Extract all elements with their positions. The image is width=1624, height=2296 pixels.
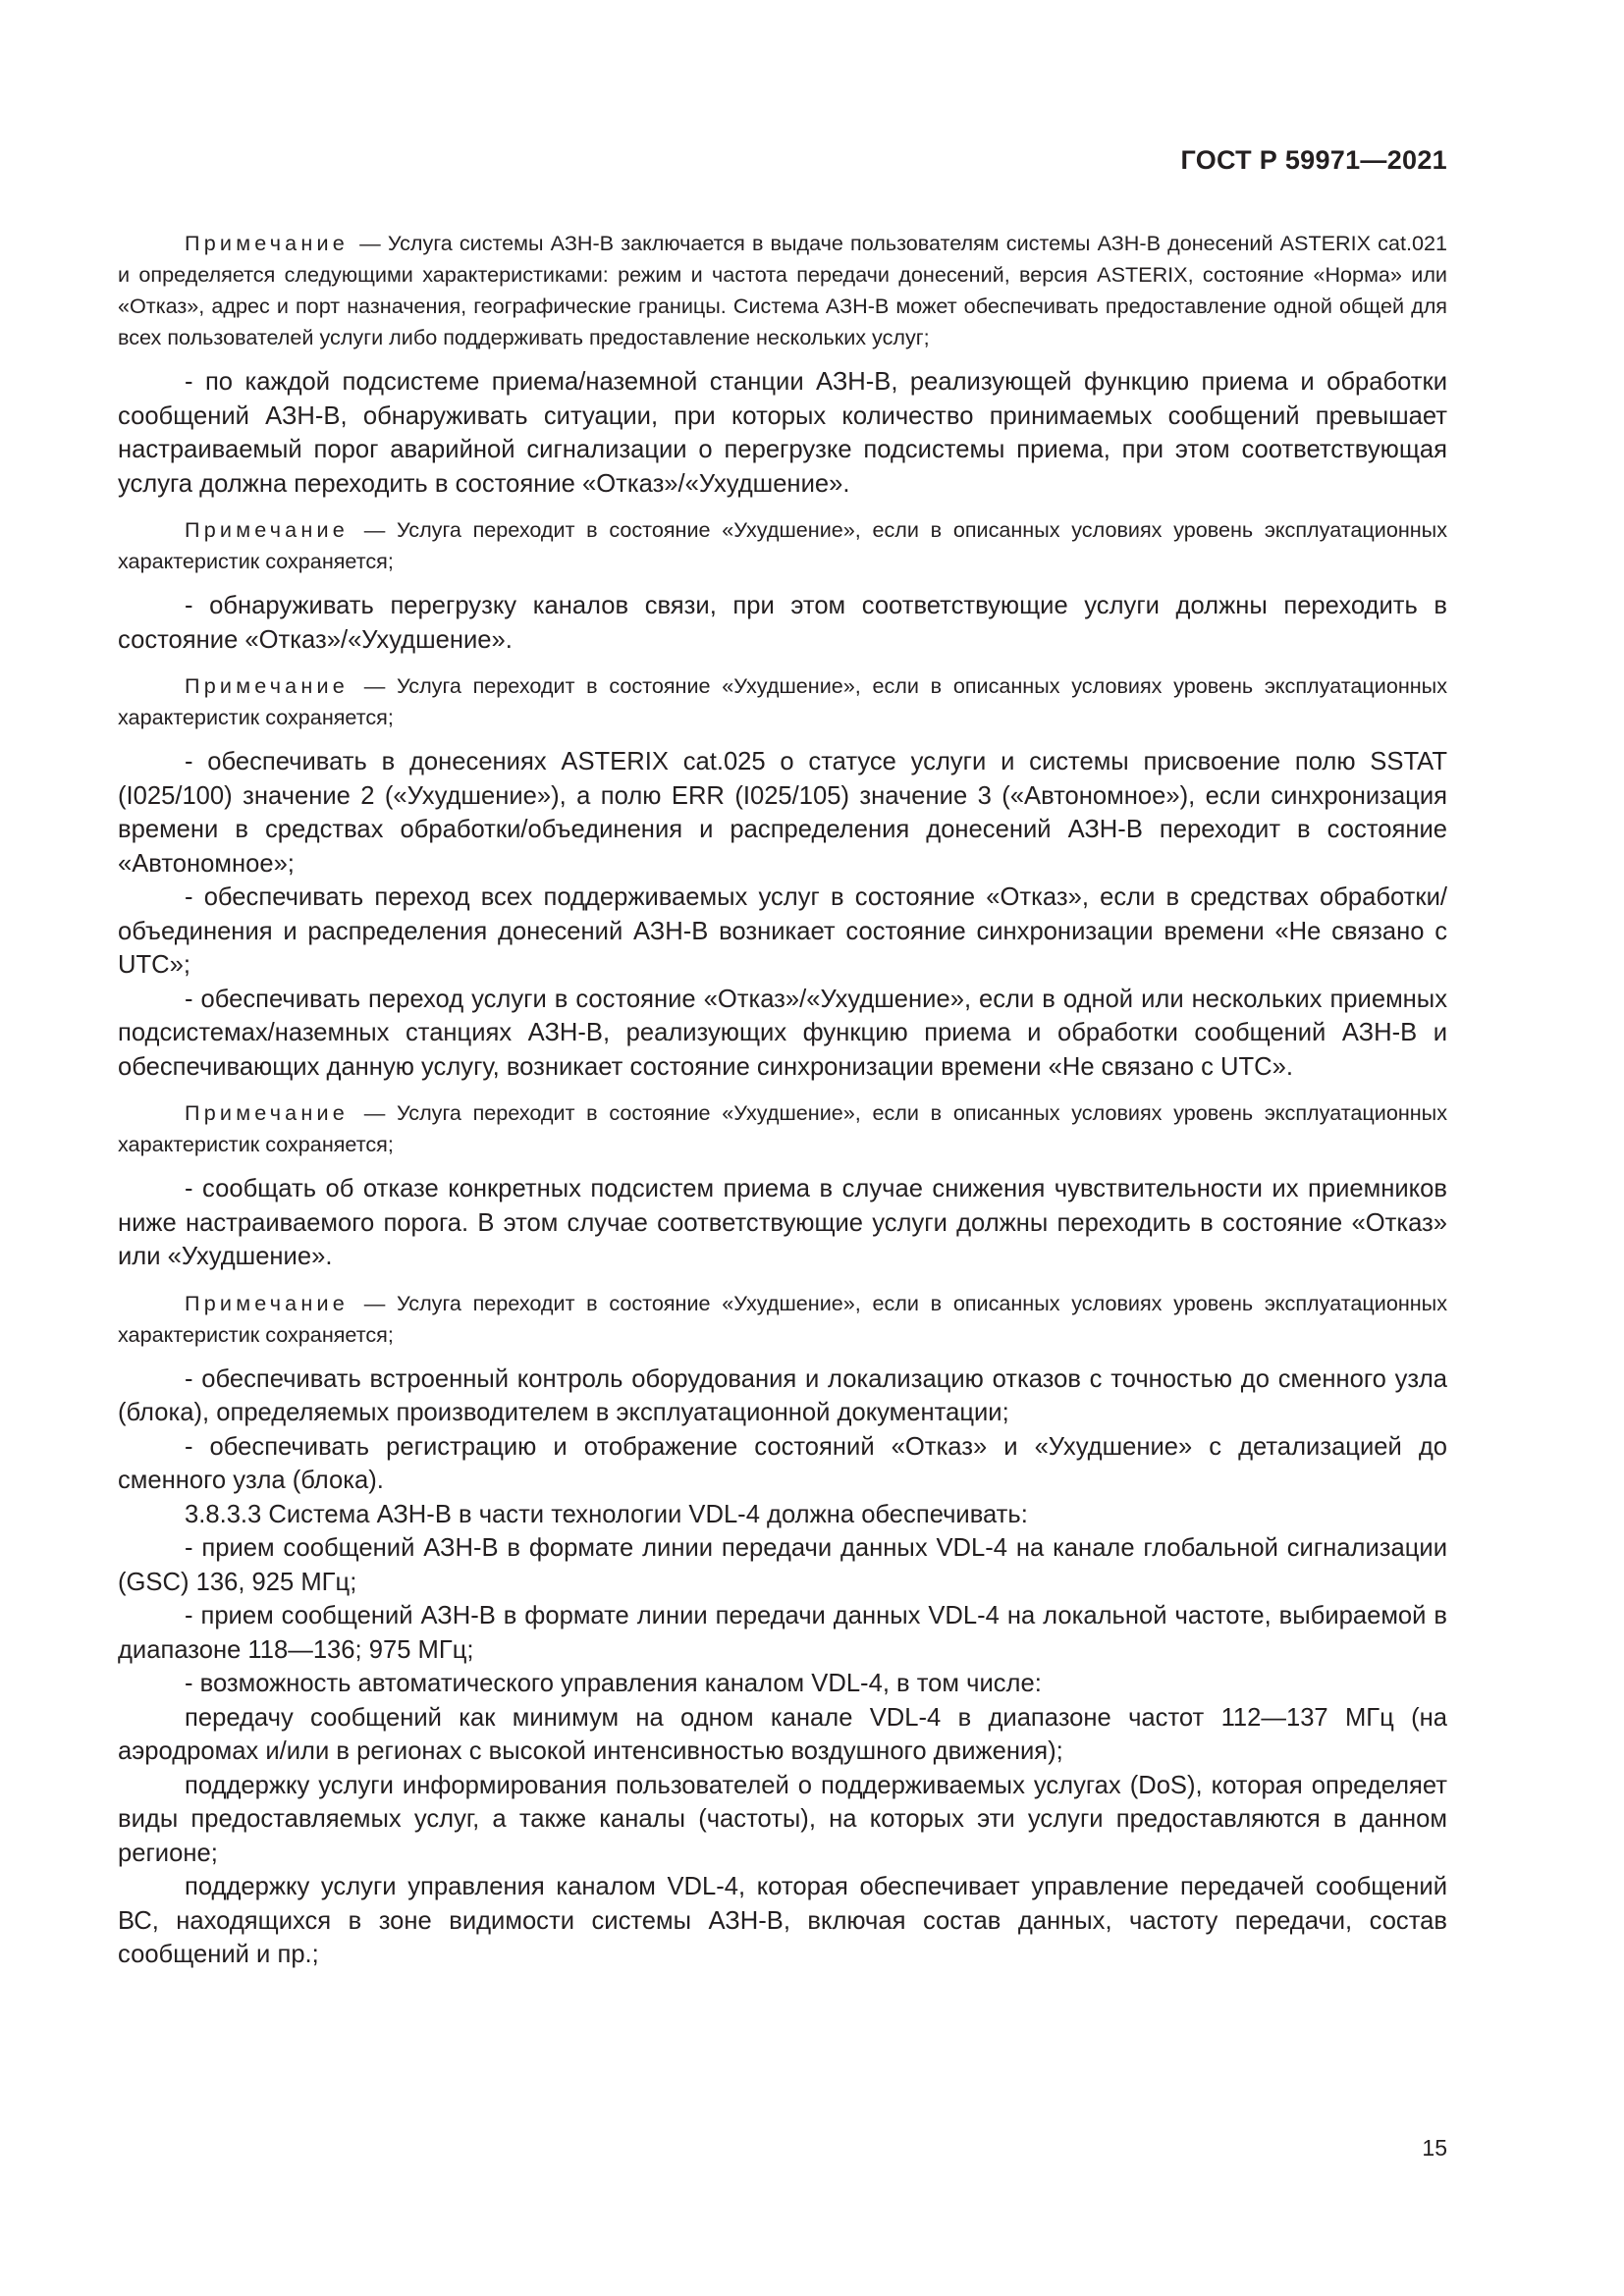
note-separator: —	[352, 517, 397, 542]
body-paragraph: - обеспечивать в донесениях ASTERIX cat.025 о статусе услуги и системы присвоение полю SSTAT (I025/100) значение 2 («Ухудшение»), а полю ERR (I025/105) значение 3 («Автономное»), если синхронизация времени в средствах обработки/объединения и распределения донесений АЗН-В переходит в состояние «Автономное»;	[118, 748, 1447, 878]
body-paragraph: - по каждой подсистеме приема/наземной станции АЗН-В, реализующей функцию приема и обработки сообщений АЗН-В, обнаруживать ситуации, при которых количество принимаемых сообщений превышает настраиваемый порог аварийной сигнализации о перегрузке подсистемы приема, при этом соответствующая услуга должна переходить в состояние «Отказ»/«Ухудшение».	[118, 368, 1447, 498]
note-text: Услуга переходит в состояние «Ухудшение», если в описанных условиях уровень эксплуатационных характеристик сохраняется;	[118, 1100, 1448, 1156]
body-paragraph: - прием сообщений АЗН-В в формате линии передачи данных VDL-4 на локальной частоте, выбираемой в диапазоне 118—136; 975 МГц;	[118, 1602, 1447, 1664]
document-code-header: ГОСТ Р 59971—2021	[1180, 145, 1447, 175]
body-paragraph: - обеспечивать встроенный контроль оборудования и локализацию отказов с точностью до сменного узла (блока), определяемых производителем в эксплуатационной документации;	[118, 1364, 1447, 1426]
note-paragraph	[118, 514, 1447, 577]
body-paragraph: - возможность автоматического управления каналом VDL-4, в том числе:	[185, 1670, 1042, 1697]
body-paragraph: поддержку услуги информирования пользователей о поддерживаемых услугах (DoS), которая определяет виды предоставляемых услуг, а также каналы (частоты), на которых эти услуги предоставляются в данном регионе;	[118, 1771, 1447, 1867]
body-paragraph: - сообщать об отказе конкретных подсистем приема в случае снижения чувствительности их приемников ниже настраиваемого порога. В этом случае соответствующие услуги должны переходить в состояние «Отказ» или «Ухудшение».	[118, 1175, 1447, 1270]
note-paragraph	[118, 228, 1447, 353]
note-separator: —	[352, 673, 397, 698]
note-label: Примечание	[185, 231, 349, 255]
note-text: Услуга переходит в состояние «Ухудшение», если в описанных условиях уровень эксплуатационных характеристик сохраняется;	[118, 517, 1448, 573]
note-label: Примечание	[185, 1100, 349, 1125]
body-paragraph: - обеспечивать регистрацию и отображение состояний «Отказ» и «Ухудшение» с детализацией до сменного узла (блока).	[118, 1432, 1447, 1494]
note-separator: —	[352, 1100, 397, 1125]
note-separator: —	[352, 231, 388, 255]
body-paragraph: передачу сообщений как минимум на одном канале VDL-4 в диапазоне частот 112—137 МГц (на аэродромах и/или в регионах с высокой интенсивностью воздушного движения);	[118, 1703, 1447, 1765]
body-paragraph: - обеспечивать переход услуги в состояние «Отказ»/«Ухудшение», если в одной или нескольких приемных подсистемах/наземных станциях АЗН-В, реализующих функцию приема и обработки сообщений АЗН-В и обеспечивающих данную услугу, возникает состояние синхронизации времени «Не связано с UTC».	[118, 985, 1447, 1081]
note-paragraph	[118, 1288, 1447, 1351]
note-text: Услуга переходит в состояние «Ухудшение», если в описанных условиях уровень эксплуатационных характеристик сохраняется;	[118, 673, 1448, 729]
section-paragraph: 3.8.3.3 Система АЗН-В в части технологии VDL-4 должна обеспечивать:	[185, 1500, 1028, 1528]
page-number: 15	[1422, 2135, 1447, 2161]
note-paragraph	[118, 1097, 1447, 1160]
body-paragraph: - обеспечивать переход всех поддерживаемых услуг в состояние «Отказ», если в средствах обработки/объединения и распределения донесений АЗН-В возникает состояние синхронизации времени «Не связано с UTC»;	[118, 883, 1447, 979]
page-content	[118, 228, 1447, 1972]
note-separator: —	[352, 1290, 397, 1315]
note-label: Примечание	[185, 517, 349, 542]
note-label: Примечание	[185, 673, 349, 698]
note-text: Услуга переходит в состояние «Ухудшение», если в описанных условиях уровень эксплуатационных характеристик сохраняется;	[118, 1290, 1448, 1347]
note-text: Услуга системы АЗН-В заключается в выдаче пользователям системы АЗН-В донесений ASTERIX cat.021 и определяется следующими характеристиками: режим и частота передачи донесений, версия ASTERIX, состояние «Норма» или «Отказ», адрес и порт назначения, географические границы. Система АЗН-В может обеспечивать предоставление одной общей для всех пользователей услуги либо поддерживать предоставление нескольких услуг;	[118, 231, 1447, 349]
body-paragraph: поддержку услуги управления каналом VDL-4, которая обеспечивает управление передачей сообщений ВС, находящихся в зоне видимости системы АЗН-В, включая состав данных, частоту передачи, состав сообщений и пр.;	[118, 1873, 1447, 1968]
note-label: Примечание	[185, 1290, 349, 1315]
body-paragraph: - прием сообщений АЗН-В в формате линии передачи данных VDL-4 на канале глобальной сигнализации (GSC) 136, 925 МГц;	[118, 1534, 1447, 1596]
note-paragraph	[118, 670, 1447, 733]
body-paragraph: - обнаруживать перегрузку каналов связи, при этом соответствующие услуги должны переходить в состояние «Отказ»/«Ухудшение».	[118, 592, 1447, 654]
